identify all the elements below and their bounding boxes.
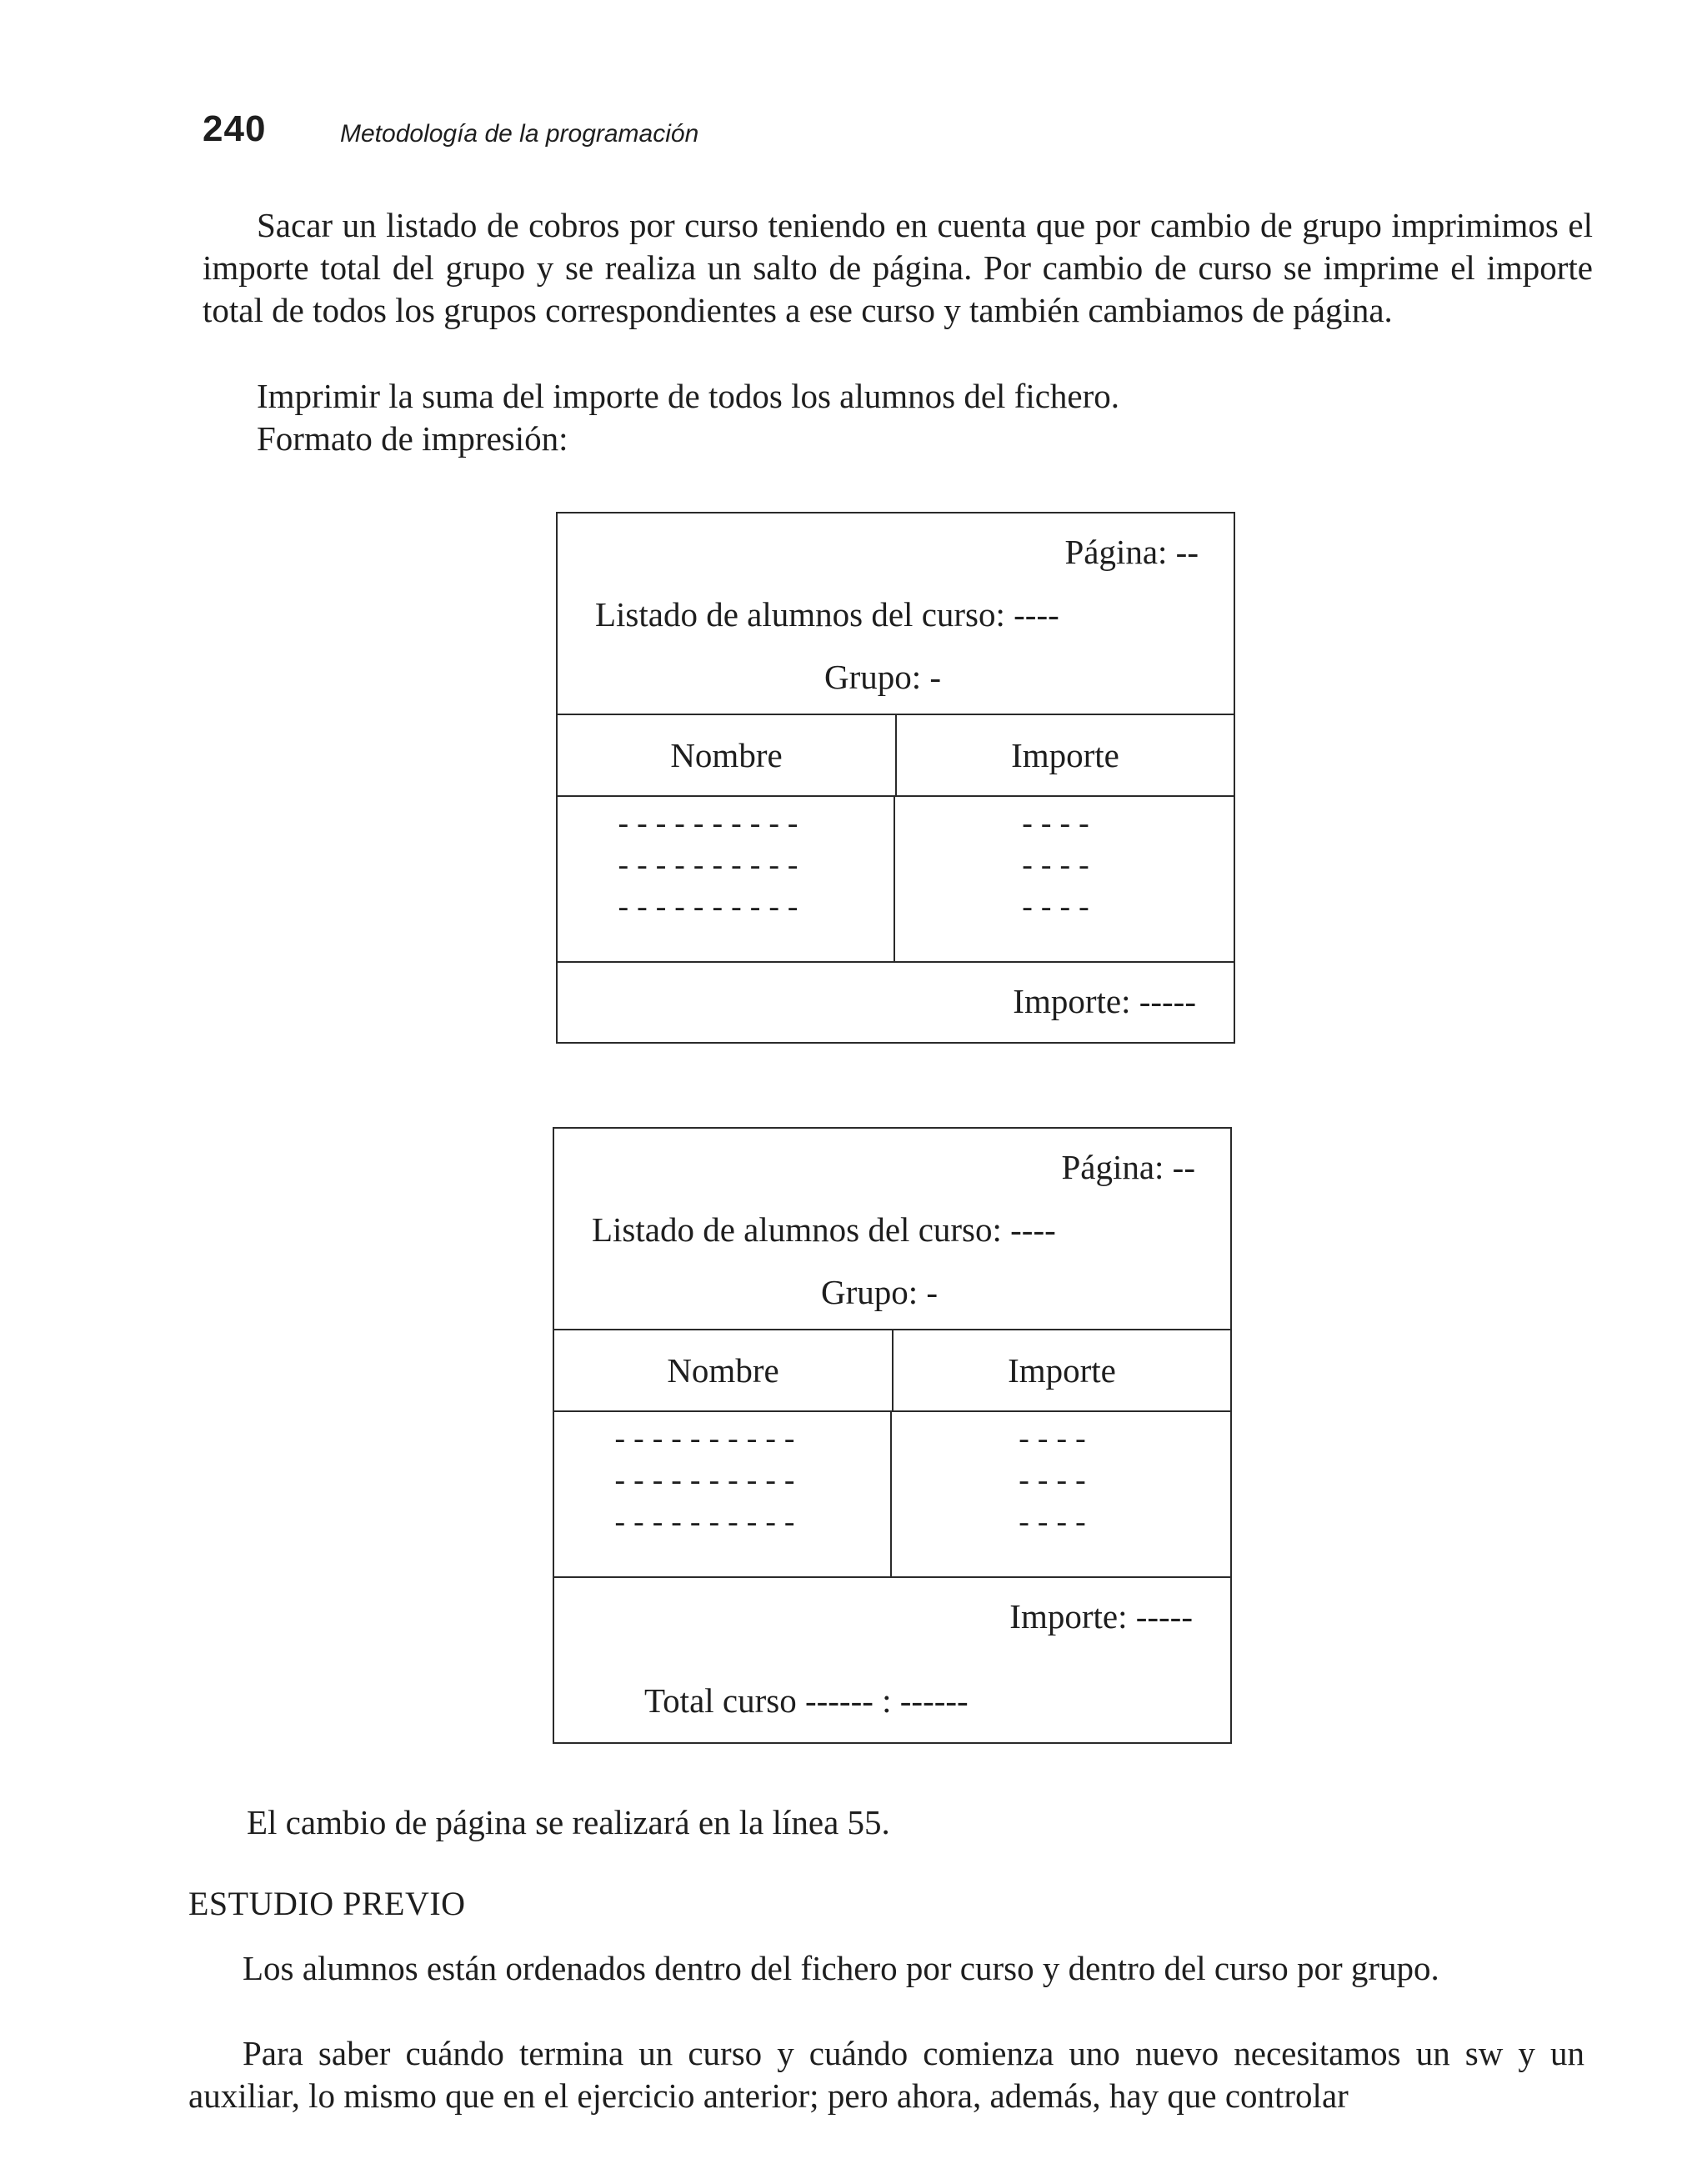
amount-placeholder: ---- <box>1014 1507 1091 1541</box>
name-placeholder: ---------- <box>614 809 803 843</box>
name-placeholder: ---------- <box>614 850 803 884</box>
running-title: Metodología de la programación <box>340 120 699 148</box>
column-header-nombre: Nombre <box>558 715 897 795</box>
listing-title: Listado de alumnos del curso: ---- <box>592 1210 1056 1249</box>
section-paragraph-1: Los alumnos están ordenados dentro del fichero por curso y dentro del curso por grupo. <box>243 1949 1439 1987</box>
name-placeholder: ---------- <box>614 892 803 926</box>
intro-sum-line: Imprimir la suma del importe de todos los alumnos del fichero. <box>257 377 1120 415</box>
amount-placeholder: ---- <box>1014 1465 1091 1500</box>
format-footer <box>558 963 1234 1042</box>
section-heading: ESTUDIO PREVIO <box>188 1885 466 1922</box>
column-headers <box>558 715 1234 797</box>
section-paragraph-2: Para saber cuándo termina un curso y cuándo comienza uno nuevo necesitamos un sw y un auxiliar, lo mismo que en el ejercicio anterior; pero ahora, además, hay que controlar <box>188 2034 1584 2115</box>
group-label: Grupo: - <box>821 1273 939 1311</box>
column-headers <box>554 1330 1230 1412</box>
page-break-note: El cambio de página se realizará en la línea 55. <box>247 1803 890 1841</box>
format-footer <box>554 1578 1230 1745</box>
page-label: Página: -- <box>1064 533 1199 571</box>
intro-paragraph: Sacar un listado de cobros por curso teniendo en cuenta que por cambio de grupo imprimimos el importe total del grupo y se realiza un salto de página. Por cambio de curso se imprime el importe total de todos los grupos correspondientes a ese curso y también cambiamos de página. <box>203 206 1593 329</box>
print-format-box-course <box>553 1127 1232 1744</box>
amount-placeholder: ---- <box>1018 850 1094 884</box>
print-format-box-group <box>556 512 1235 1044</box>
format-header <box>554 1129 1230 1330</box>
data-rows <box>554 1412 1230 1578</box>
column-header-importe: Importe <box>1011 736 1119 774</box>
name-placeholder: ---------- <box>611 1507 800 1541</box>
group-total-amount: Importe: ----- <box>1009 1597 1193 1635</box>
amount-column <box>892 1412 1230 1576</box>
data-rows <box>558 797 1234 963</box>
name-column <box>558 797 895 961</box>
page-label: Página: -- <box>1061 1148 1195 1186</box>
amount-placeholder: ---- <box>1014 1424 1091 1458</box>
name-placeholder: ---------- <box>611 1424 800 1458</box>
intro-format-line: Formato de impresión: <box>257 419 568 458</box>
name-column <box>554 1412 892 1576</box>
column-header-importe: Importe <box>1008 1351 1116 1390</box>
name-placeholder: ---------- <box>611 1465 800 1500</box>
column-header-nombre: Nombre <box>554 1330 894 1410</box>
listing-title: Listado de alumnos del curso: ---- <box>595 595 1059 634</box>
amount-placeholder: ---- <box>1018 809 1094 843</box>
format-header <box>558 513 1234 715</box>
group-total-amount: Importe: ----- <box>1013 982 1196 1020</box>
course-total: Total curso ------ : ------ <box>644 1681 969 1720</box>
group-label: Grupo: - <box>824 658 942 696</box>
page-number: 240 <box>203 108 267 149</box>
amount-placeholder: ---- <box>1018 892 1094 926</box>
amount-column <box>895 797 1234 961</box>
